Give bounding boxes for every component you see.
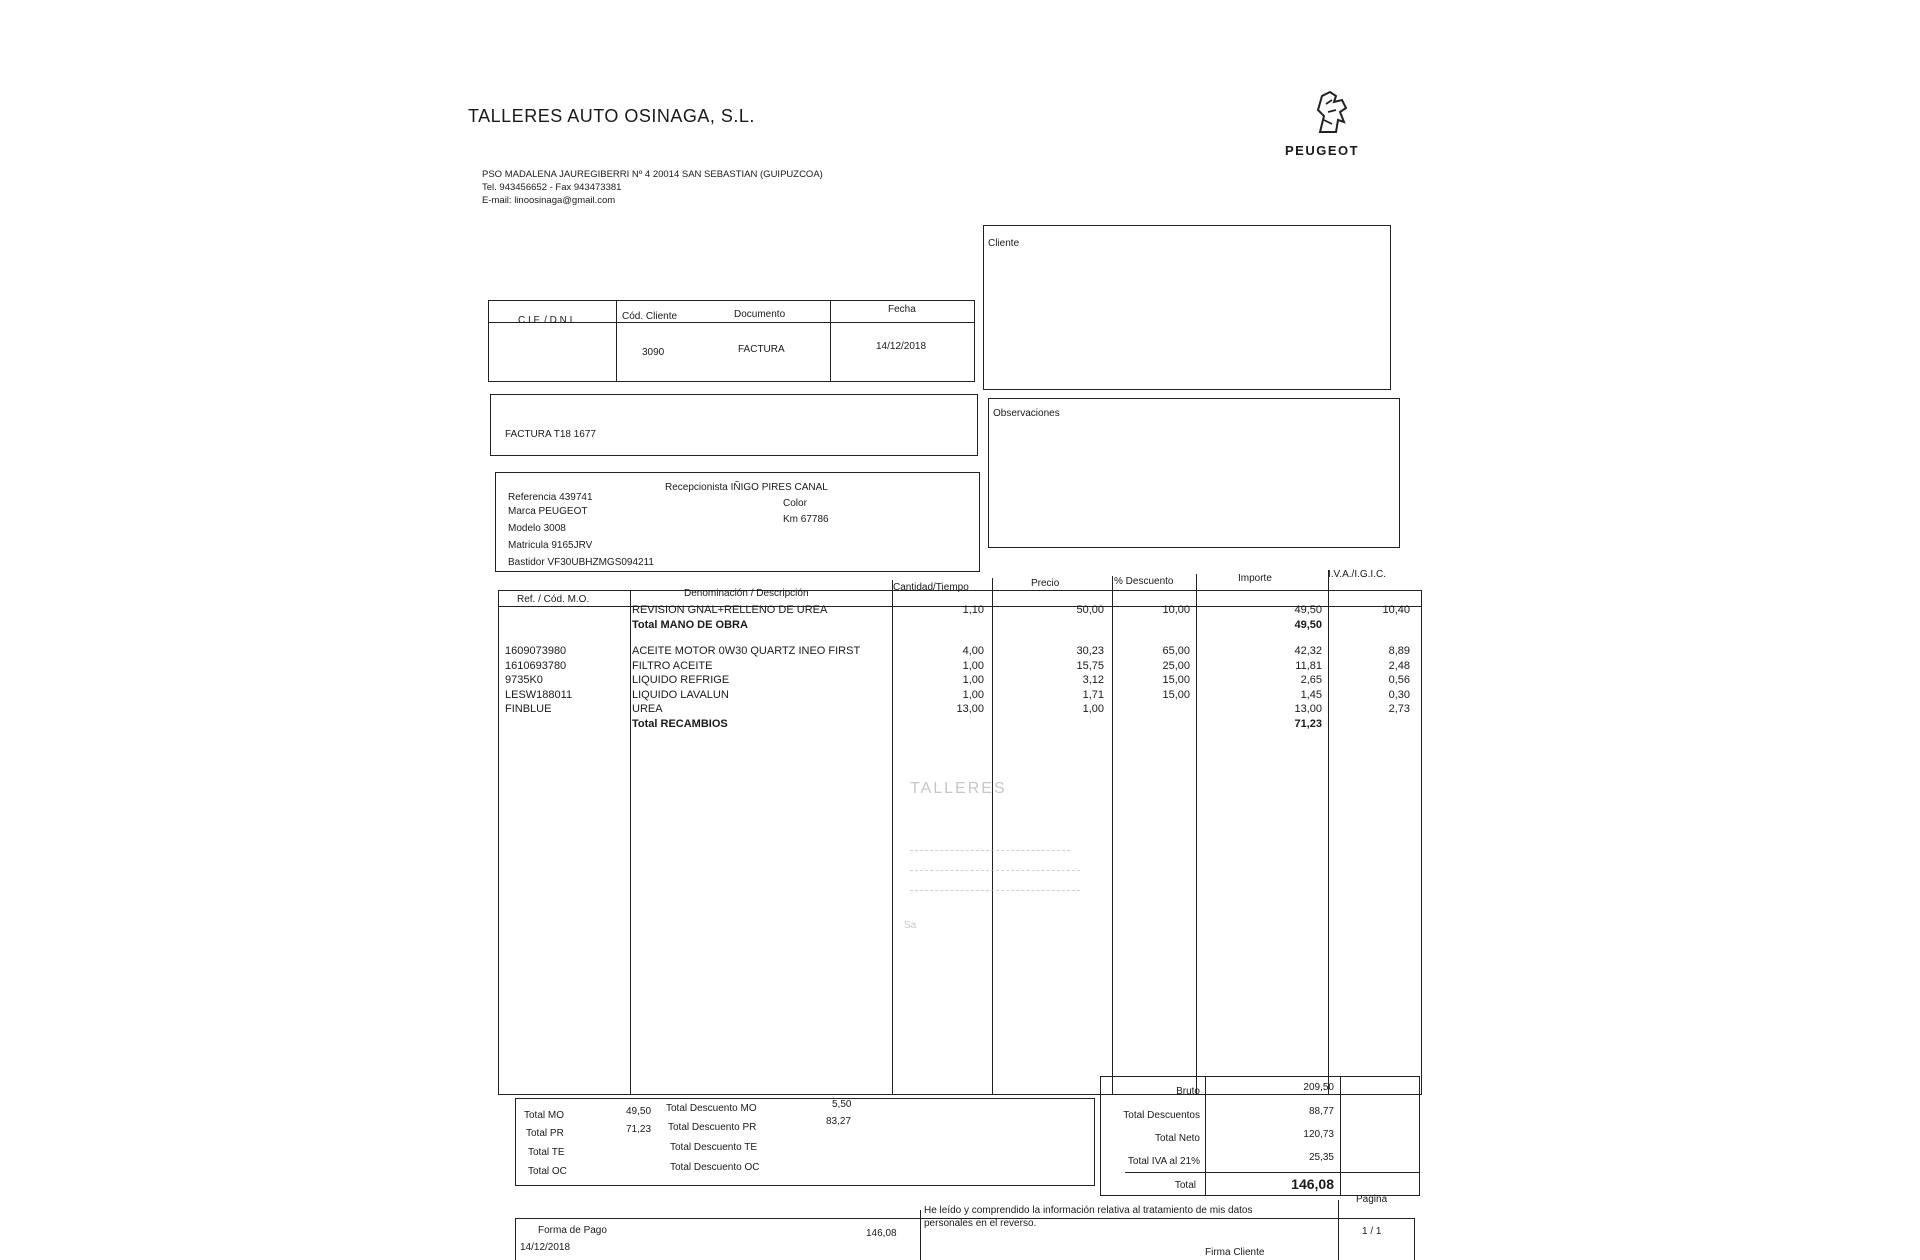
row-precio: 50,00: [1076, 604, 1104, 616]
cod-cliente-value: 3090: [642, 347, 665, 358]
cliente-box: [983, 225, 1391, 390]
row-ref: 1609073980: [505, 645, 567, 657]
table-row: [0, 674, 1920, 689]
row-cant: 1,10: [962, 604, 984, 616]
header-iva: I.V.A./I.G.I.C.: [1328, 569, 1386, 580]
row-dto: 10,00: [1162, 604, 1190, 616]
vehicle-matricula: Matricula 9165JRV: [508, 540, 593, 551]
row-iva: 10,40: [1382, 604, 1410, 616]
brand-name: PEUGEOT: [1285, 143, 1360, 158]
vehicle-recepcionista: Recepcionista IÑIGO PIRES CANAL: [665, 482, 828, 493]
total-mo-value: 49,50: [626, 1106, 652, 1117]
row-precio: 1,00: [1082, 703, 1104, 715]
row-desc: UREA: [632, 703, 663, 715]
total-pr-value: 71,23: [626, 1124, 652, 1135]
pagina-label: Pagina: [1356, 1194, 1388, 1205]
firma-label: Firma Cliente: [1205, 1247, 1265, 1258]
table-row: [0, 604, 1920, 619]
row-precio: 30,23: [1076, 645, 1104, 657]
company-phone: Tel. 943456652 - Fax 943473381: [482, 182, 622, 193]
stamp-line-2: Sa: [904, 920, 917, 931]
pagina-value: 1 / 1: [1362, 1226, 1382, 1237]
table-row: [0, 660, 1920, 675]
vehicle-km: Km 67786: [783, 514, 829, 525]
table-row: [0, 703, 1920, 718]
row-desc: ACEITE MOTOR 0W30 QUARTZ INEO FIRST: [632, 645, 861, 657]
descuentos-label: Total Descuentos: [1123, 1110, 1200, 1121]
row-cant: 1,00: [962, 674, 984, 686]
row-desc: Total RECAMBIOS: [632, 718, 728, 730]
row-desc: LIQUIDO LAVALUN: [632, 689, 729, 701]
vehicle-bastidor: Bastidor VF30UBHZMGS094211: [508, 557, 654, 568]
total-label: Total: [1174, 1180, 1196, 1191]
vehicle-modelo: Modelo 3008: [508, 523, 566, 534]
documento-label: Documento: [734, 309, 786, 320]
total-value: 146,08: [1291, 1176, 1334, 1192]
table-row: [0, 689, 1920, 704]
forma-pago-amount: 146,08: [866, 1228, 897, 1239]
totals-left-box: [515, 1098, 1095, 1186]
row-importe: 1,45: [1300, 689, 1322, 701]
table-row: [0, 645, 1920, 660]
row-precio: 15,75: [1076, 660, 1104, 672]
vehicle-referencia: Referencia 439741: [508, 492, 593, 503]
workshop-stamp: [870, 780, 1090, 930]
neto-label: Total Neto: [1154, 1133, 1200, 1144]
row-cant: 1,00: [962, 689, 984, 701]
iva-value: 25,35: [1308, 1152, 1334, 1163]
cif-label: C.I.F. / D.N.I.: [518, 315, 576, 326]
row-importe: 49,50: [1294, 604, 1322, 616]
row-desc: Total MANO DE OBRA: [632, 619, 748, 631]
privacy-text-2: personales en el reverso.: [924, 1218, 1037, 1229]
descuentos-value: 88,77: [1308, 1106, 1334, 1117]
neto-value: 120,73: [1303, 1129, 1334, 1140]
row-iva: 2,73: [1388, 703, 1410, 715]
company-address: PSO MADALENA JAUREGIBERRI Nº 4 20014 SAN SEBASTIAN (GUIPUZCOA): [482, 169, 823, 180]
stamp-line-1: TALLERES: [910, 780, 1007, 797]
row-dto: 25,00: [1162, 660, 1190, 672]
header-ref: Ref. / Cód. M.O.: [517, 594, 590, 605]
company-email: E-mail: linoosinaga@gmail.com: [482, 195, 616, 206]
row-iva: 2,48: [1388, 660, 1410, 672]
total-oc-label: Total OC: [528, 1166, 567, 1177]
row-desc: LIQUIDO REFRIGE: [632, 674, 730, 686]
row-iva: 0,30: [1388, 689, 1410, 701]
factura-number: FACTURA T18 1677: [505, 429, 596, 440]
header-cant: Cantidad/Tiempo: [893, 582, 969, 593]
header-precio: Precio: [1031, 578, 1060, 589]
table-row: [0, 619, 1920, 634]
row-ref: 9735K0: [505, 674, 543, 686]
documento-value: FACTURA: [738, 344, 785, 355]
privacy-text-1: He leído y comprendido la información relativa al tratamiento de mis datos: [924, 1205, 1253, 1216]
dto-oc-label: Total Descuento OC: [670, 1162, 760, 1173]
iva-label: Total IVA al 21%: [1127, 1156, 1200, 1167]
dto-te-label: Total Descuento TE: [670, 1142, 758, 1153]
peugeot-lion-icon: [1306, 86, 1358, 138]
observaciones-label: Observaciones: [993, 408, 1060, 419]
row-desc: REVISION GNAL+RELLENO DE UREA: [632, 604, 828, 616]
row-dto: 65,00: [1162, 645, 1190, 657]
dto-pr-value: 83,27: [826, 1116, 852, 1127]
vehicle-color: Color: [783, 498, 807, 509]
row-importe: 11,81: [1295, 660, 1322, 672]
row-precio: 3,12: [1082, 674, 1104, 686]
row-importe: 2,65: [1300, 674, 1322, 686]
fecha-label: Fecha: [888, 304, 916, 315]
row-desc: FILTRO ACEITE: [632, 660, 713, 672]
header-importe: Importe: [1238, 573, 1272, 584]
dto-mo-label: Total Descuento MO: [666, 1103, 757, 1114]
row-dto: 15,00: [1162, 674, 1190, 686]
cliente-label: Cliente: [988, 238, 1020, 249]
row-cant: 13,00: [956, 703, 984, 715]
row-ref: 1610693780: [505, 660, 567, 672]
bruto-value: 209,50: [1303, 1082, 1334, 1093]
cod-cliente-label: Cód. Cliente: [622, 311, 678, 322]
row-ref: FINBLUE: [505, 703, 552, 715]
row-importe: 42,32: [1294, 645, 1322, 657]
forma-pago-date: 14/12/2018: [520, 1242, 571, 1253]
row-importe: 13,00: [1294, 703, 1322, 715]
row-importe: 49,50: [1294, 619, 1322, 631]
vehicle-marca: Marca PEUGEOT: [508, 506, 588, 517]
forma-pago-label: Forma de Pago: [538, 1225, 607, 1236]
bruto-label: Bruto: [1176, 1086, 1200, 1097]
factura-box: [490, 394, 978, 456]
row-precio: 1,71: [1082, 689, 1104, 701]
row-ref: LESW188011: [505, 689, 573, 701]
dto-pr-label: Total Descuento PR: [668, 1122, 757, 1133]
dto-mo-value: 5,50: [832, 1099, 852, 1110]
observaciones-box: [988, 398, 1400, 548]
row-cant: 4,00: [962, 645, 984, 657]
row-iva: 8,89: [1388, 645, 1410, 657]
company-name: TALLERES AUTO OSINAGA, S.L.: [468, 106, 755, 126]
row-cant: 1,00: [962, 660, 984, 672]
total-te-label: Total TE: [528, 1147, 565, 1158]
total-pr-label: Total PR: [526, 1128, 564, 1139]
total-mo-label: Total MO: [524, 1110, 565, 1121]
fecha-value: 14/12/2018: [876, 341, 927, 352]
row-importe: 71,23: [1294, 718, 1322, 730]
row-iva: 0,56: [1388, 674, 1410, 686]
header-desc: Denominación / Descripción: [684, 588, 809, 599]
header-dto: % Descuento: [1114, 576, 1174, 587]
table-row: [0, 718, 1920, 733]
row-dto: 15,00: [1162, 689, 1190, 701]
